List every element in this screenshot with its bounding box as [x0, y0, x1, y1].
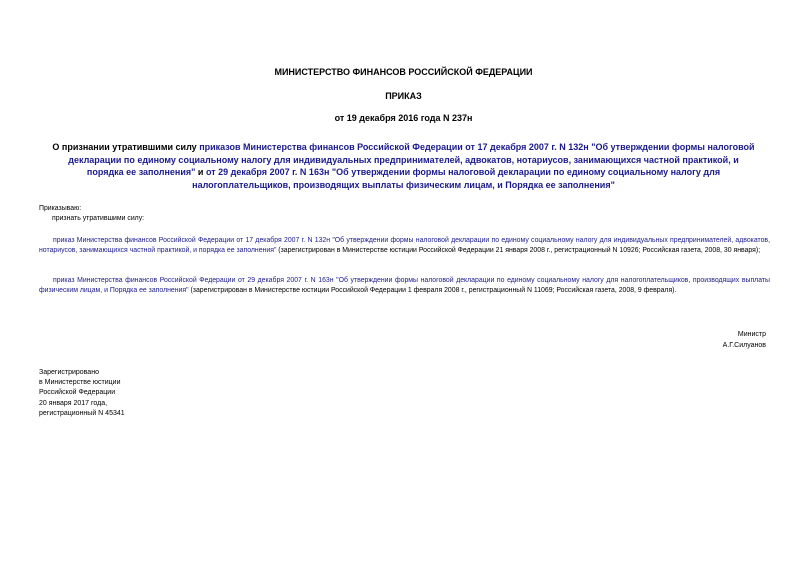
title-middle: и: [195, 167, 206, 177]
registration-line: регистрационный N 45341: [39, 409, 125, 417]
paragraph-link-order-132n[interactable]: приказ Министерства финансов Российской Федерации от 17 декабря 2007 г. N 132н "Об утверждении формы налоговой декларации по единому социальному налогу для индивидуальных предпринимателей, адвокатов, нотариусов, занимающихся частной практикой, и порядка ее заполнения": [39, 237, 770, 255]
registration-line: Российской Федерации: [39, 389, 116, 397]
signature-name: А.Г.Силуанов: [722, 341, 766, 349]
title-prefix: О признании утратившими силу: [52, 142, 200, 152]
registration-line: Зарегистрировано: [39, 369, 99, 376]
intro-text: Приказываю:: [39, 205, 82, 212]
document-title: [52, 141, 755, 191]
ministry-heading: МИНИСТЕРСТВО ФИНАНСОВ РОССИЙСКОЙ ФЕДЕРАЦИИ: [274, 67, 533, 77]
title-link-order-163n[interactable]: от 29 декабря 2007 г. N 163н "Об утверждении формы налоговой декларации по единому социальному налогу для налогоплательщиков, производящих выплаты физическим лицам, и Порядка ее заполнения": [192, 167, 721, 190]
intro-text-2: признать утратившими силу:: [52, 215, 145, 222]
document-type-heading: ПРИКАЗ: [385, 91, 422, 101]
paragraph-text-order-163n: (зарегистрирован в Министерстве юстиции Российской Федерации 1 февраля 2008 г., регистрационный N 11069; Российская газета, 2008, 9 февраля).: [188, 287, 677, 295]
signature-position: Министр: [737, 331, 766, 338]
registration-line: в Министерстве юстиции: [39, 379, 121, 387]
paragraph-order-163n: [39, 276, 770, 296]
title-link-order-132n[interactable]: приказов Министерства финансов Российской Федерации от 17 декабря 2007 г. N 132н "Об утверждении формы налоговой декларации по единому социальному налогу для индивидуальных предпринимателей, адвокатов, нотариусов, занимающихся частной практикой, и порядка ее заполнения": [68, 142, 755, 177]
signature-block: [723, 330, 766, 351]
registration-line: 20 января 2017 года,: [39, 399, 108, 407]
document-date-number: от 19 декабря 2016 года N 237н: [334, 113, 473, 123]
registration-block: [39, 368, 125, 419]
paragraph-link-order-163n[interactable]: приказ Министерства финансов Российской Федерации от 29 декабря 2007 г. N 163н "Об утверждении формы налоговой декларации по единому социальному налогу для налогоплательщиков, производящих выплаты физическим лицам, и Порядка ее заполнения": [39, 277, 770, 295]
paragraph-order-132n: [39, 236, 770, 256]
paragraph-text-order-132n: (зарегистрирован в Министерстве юстиции Российской Федерации 21 января 2008 г., регистрационный N 10926; Российская газета, 2008, 30 января);: [276, 247, 761, 255]
